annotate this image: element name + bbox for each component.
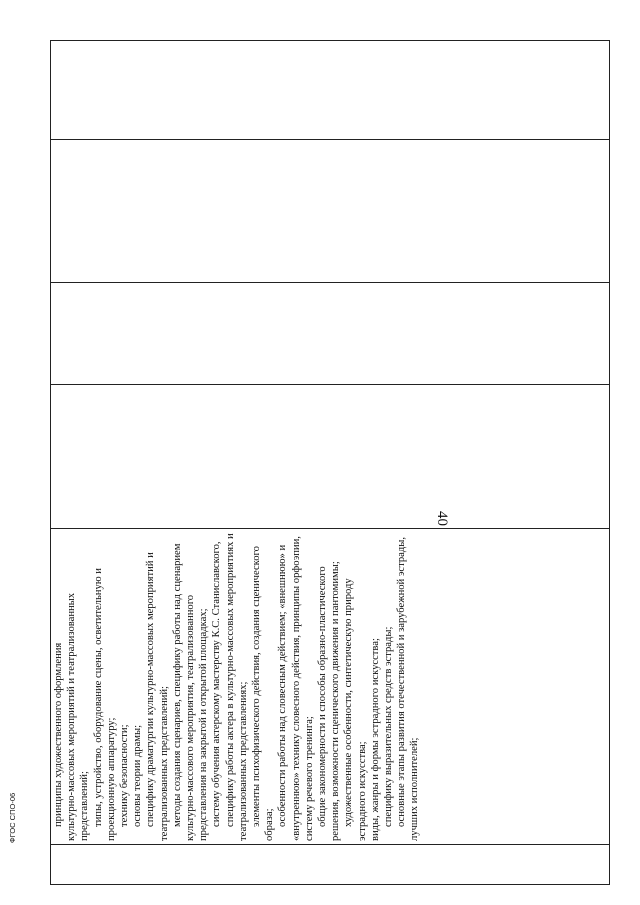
content-line: специфику выразительных средств эстрады; (383, 626, 395, 827)
content-line: специфику работы актера в культурно-массовых мероприятиях и театрализованных представлениях; (224, 533, 249, 841)
content-line: культурно-массовых мероприятий и театрализованных представлений; (66, 592, 91, 841)
column-divider (50, 282, 610, 283)
content-line: основные этапы развития отечественной и зарубежной эстрады, лучших исполнителей; (396, 536, 421, 841)
content-line: специфику драматургии культурно-массовых мероприятий и театрализованных представлений; (145, 552, 170, 841)
column-divider (50, 139, 610, 140)
content-line: виды, жанры и формы эстрадного искусства; (369, 638, 381, 841)
content-line: принципы художественного оформления (53, 642, 64, 827)
footer-label: ФГОС СПО-06 (8, 792, 17, 843)
content-line: технику безопасности; (119, 724, 131, 827)
content-line: художественные особенности, синтетическую природу эстрадного искусства; (343, 578, 368, 841)
competency-text (50, 529, 550, 845)
content-line: особенности работы над словесным действием; «внешнюю» и «внутреннюю» технику словесного действия, принципы орфоэпии, систему речевого тренинга; (277, 536, 315, 841)
rotated-page (50, 40, 610, 885)
column-divider (50, 384, 610, 385)
content-line: систему обучения актерскому мастерству К.С. Станиславского, (211, 541, 223, 827)
content-line: типы, устройство, оборудование сцены, осветительную и проекционную аппаратуру; (92, 568, 117, 841)
page-number: 40 (434, 511, 450, 526)
content-line: общие закономерности и способы образно-пластического решения, возможности сценического движения и пантомимы; (317, 561, 342, 841)
content-line: методы создания сценариев, специфику работы над сценарием культурно-массового мероприятия, театрализованного представления на закрытой и открытой площадках; (171, 543, 210, 841)
content-line: элементы психофизического действия, создания сценического образа; (251, 546, 276, 841)
content-line: основы теории драмы; (132, 724, 144, 827)
